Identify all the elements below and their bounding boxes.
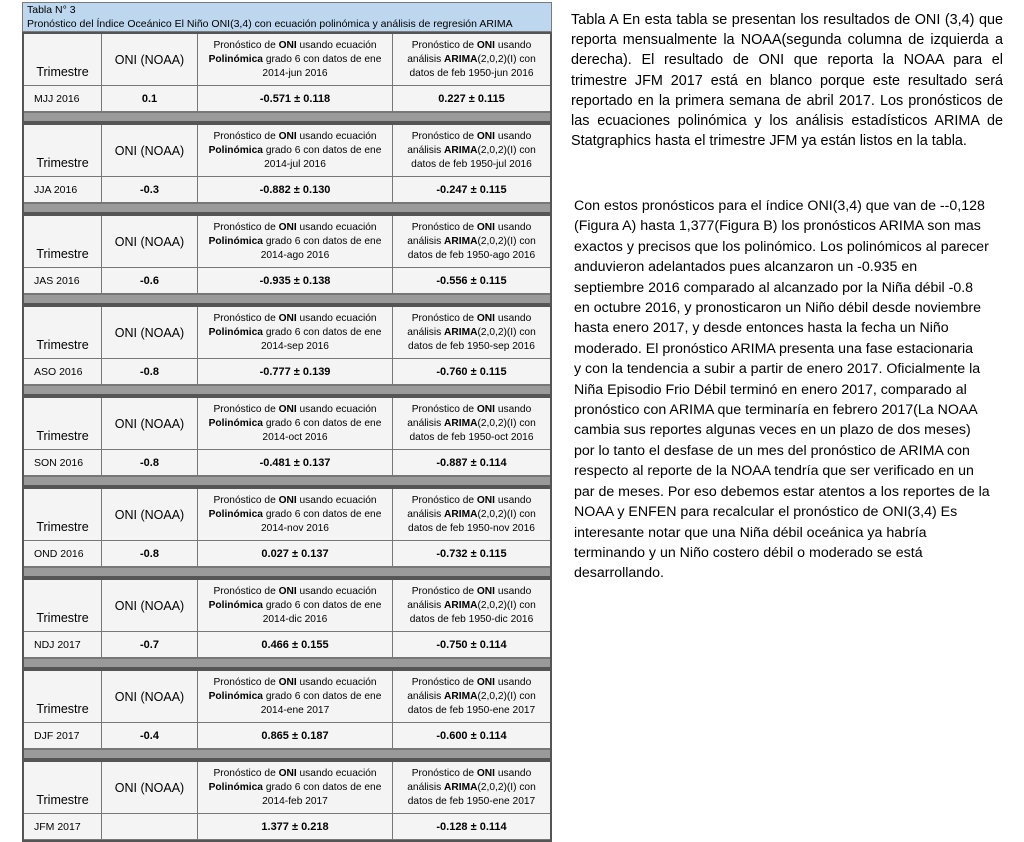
table-block bbox=[22, 305, 552, 396]
paragraph-line: NOAA y ENFEN para recalcular el pronóstico de ONI(3,4) Es bbox=[574, 504, 958, 521]
col-polynomial-forecast: Pronóstico de ONI usando ecuación Polinómica grado 6 con datos de ene 2014-jul 2016 bbox=[198, 125, 393, 176]
block-separator bbox=[24, 749, 550, 758]
cell-arima: -0.732 ± 0.115 bbox=[436, 547, 507, 560]
block-separator bbox=[24, 385, 550, 394]
cell-oni: -0.8 bbox=[102, 541, 198, 566]
table-caption: Pronóstico del Índice Oceánico El Niño ONI(3,4) con ecuación polinómica y análisis de regresión ARIMA bbox=[27, 18, 513, 30]
cell-oni: -0.6 bbox=[102, 268, 198, 293]
table-row bbox=[24, 177, 550, 203]
col-trimestre: Trimestre bbox=[24, 125, 102, 176]
table-row bbox=[24, 541, 550, 567]
col-trimestre: Trimestre bbox=[24, 671, 102, 722]
table-header-row bbox=[24, 398, 550, 450]
col-arima-forecast: Pronóstico de ONI usando análisis ARIMA(2,0,2)(I) con datos de feb 1950-ene 2017 bbox=[407, 676, 536, 716]
table-block bbox=[22, 214, 552, 305]
cell-oni: -0.7 bbox=[102, 632, 198, 657]
col-oni-noaa: ONI (NOAA) bbox=[102, 580, 198, 631]
col-trimestre: Trimestre bbox=[24, 216, 102, 267]
cell-trimestre: OND 2016 bbox=[24, 541, 102, 566]
col-polynomial-forecast: Pronóstico de ONI usando ecuación Polinómica grado 6 con datos de ene 2014-oct 2016 bbox=[198, 398, 393, 449]
col-polynomial-forecast: Pronóstico de ONI usando ecuación Polinómica grado 6 con datos de ene 2014-sep 2016 bbox=[198, 307, 393, 358]
oni-forecast-table bbox=[22, 2, 552, 842]
col-trimestre: Trimestre bbox=[24, 398, 102, 449]
table-header-row bbox=[24, 671, 550, 723]
paragraph-line: septiembre 2016 comparado al alcanzado por la Niña débil -0.8 bbox=[574, 279, 974, 296]
paragraph-line: pronóstico con ARIMA que terminaría en febrero 2017(La NOAA bbox=[574, 402, 978, 419]
col-oni-noaa: ONI (NOAA) bbox=[102, 762, 198, 813]
table-row bbox=[24, 86, 550, 112]
paragraph-line: por lo tanto el desfase de un mes del pronóstico de ARIMA con bbox=[574, 442, 970, 459]
paragraph-line: respecto al reporte de la NOAA tendría que ser verificado en un bbox=[574, 463, 974, 480]
col-oni-noaa: ONI (NOAA) bbox=[102, 489, 198, 540]
col-arima-forecast: Pronóstico de ONI usando análisis ARIMA(2,0,2)(I) con datos de feb 1950-jul 2016 bbox=[407, 130, 536, 170]
col-arima-forecast: Pronóstico de ONI usando análisis ARIMA(2,0,2)(I) con datos de feb 1950-nov 2016 bbox=[407, 494, 536, 534]
col-oni-noaa: ONI (NOAA) bbox=[102, 125, 198, 176]
cell-trimestre: NDJ 2017 bbox=[24, 632, 102, 657]
paragraph-line: hasta enero 2017, y desde entonces hasta la fecha un Niño bbox=[574, 320, 949, 337]
cell-polynomial: -0.777 ± 0.139 bbox=[198, 359, 393, 384]
table-header-row bbox=[24, 125, 550, 177]
table-block bbox=[22, 396, 552, 487]
cell-polynomial: -0.571 ± 0.118 bbox=[198, 86, 393, 111]
col-trimestre: Trimestre bbox=[24, 762, 102, 813]
paragraph-line: terminando y un Niño costero débil o moderado se está bbox=[574, 544, 923, 561]
paragraph-table-a: Tabla A En esta tabla se presentan los resultados de ONI (3,4) que reporta mensualmente la NOAA(segunda columna de izquierda a derecha). El resultado de ONI que reporta la NOAA para el trimestre JFM 2017 está en blanco porque este resultado será reportado en la primera semana de abril 2017. Los pronósticos de las ecuaciones polinómica y los análisis estadísticos ARIMA de Statgraphics hasta el trimestre JFM ya están listos en la tabla. bbox=[571, 12, 1003, 150]
table-block bbox=[22, 487, 552, 578]
col-polynomial-forecast: Pronóstico de ONI usando ecuación Polinómica grado 6 con datos de ene 2014-ene 2017 bbox=[198, 671, 393, 722]
cell-trimestre: SON 2016 bbox=[24, 450, 102, 475]
table-header-row bbox=[24, 580, 550, 632]
cell-arima: -0.760 ± 0.115 bbox=[436, 365, 507, 378]
col-polynomial-forecast: Pronóstico de ONI usando ecuación Polinómica grado 6 con datos de ene 2014-jun 2016 bbox=[198, 34, 393, 85]
table-block bbox=[22, 578, 552, 669]
cell-trimestre: JJA 2016 bbox=[24, 177, 102, 202]
table-header-row bbox=[24, 489, 550, 541]
paragraph-line: (Figura A) hasta 1,377(Figura B) los pronósticos ARIMA son mas bbox=[574, 218, 981, 235]
paragraph-line: desarrollando. bbox=[574, 565, 664, 582]
cell-trimestre: JAS 2016 bbox=[24, 268, 102, 293]
col-oni-noaa: ONI (NOAA) bbox=[102, 34, 198, 85]
table-row bbox=[24, 359, 550, 385]
cell-arima: 0.227 ± 0.115 bbox=[438, 92, 505, 105]
table-header-row bbox=[24, 34, 550, 86]
cell-trimestre: MJJ 2016 bbox=[24, 86, 102, 111]
table-row bbox=[24, 723, 550, 749]
col-trimestre: Trimestre bbox=[24, 580, 102, 631]
table-row bbox=[24, 450, 550, 476]
block-separator bbox=[24, 294, 550, 303]
cell-oni bbox=[102, 814, 198, 839]
col-oni-noaa: ONI (NOAA) bbox=[102, 671, 198, 722]
col-trimestre: Trimestre bbox=[24, 489, 102, 540]
table-header-row bbox=[24, 307, 550, 359]
block-separator bbox=[24, 112, 550, 121]
table-block bbox=[22, 669, 552, 760]
cell-polynomial: -0.882 ± 0.130 bbox=[198, 177, 393, 202]
paragraph-line: interesante notar que una Niña débil oceánica ya habría bbox=[574, 524, 927, 541]
table-row bbox=[24, 632, 550, 658]
table-header bbox=[22, 2, 552, 32]
cell-polynomial: 0.865 ± 0.187 bbox=[198, 723, 393, 748]
table-header-row bbox=[24, 762, 550, 814]
table-block bbox=[22, 760, 552, 842]
col-arima-forecast: Pronóstico de ONI usando análisis ARIMA(2,0,2)(I) con datos de feb 1950-ene 2017 bbox=[407, 767, 536, 807]
col-oni-noaa: ONI (NOAA) bbox=[102, 398, 198, 449]
block-separator bbox=[24, 567, 550, 576]
cell-polynomial: -0.481 ± 0.137 bbox=[198, 450, 393, 475]
block-separator bbox=[24, 203, 550, 212]
table-blocks bbox=[22, 32, 552, 842]
paragraph-line: cambia sus reportes algunas veces en un plazo de dos meses) bbox=[574, 422, 971, 439]
col-arima-forecast: Pronóstico de ONI usando análisis ARIMA(2,0,2)(I) con datos de feb 1950-sep 2016 bbox=[407, 312, 536, 352]
cell-polynomial: 1.377 ± 0.218 bbox=[198, 814, 393, 839]
col-arima-forecast: Pronóstico de ONI usando análisis ARIMA(2,0,2)(I) con datos de feb 1950-dic 2016 bbox=[407, 585, 536, 625]
cell-trimestre: ASO 2016 bbox=[24, 359, 102, 384]
cell-oni: -0.8 bbox=[102, 359, 198, 384]
cell-polynomial: 0.466 ± 0.155 bbox=[198, 632, 393, 657]
table-block bbox=[22, 32, 552, 123]
paragraph-line: par de meses. Por eso debemos estar atentos a los reportes de la bbox=[574, 483, 990, 500]
paragraph-line: anduvieron adelantados pues alcanzaron un -0.935 en bbox=[574, 259, 918, 276]
table-number: Tabla N° 3 bbox=[27, 4, 76, 16]
cell-arima: -0.128 ± 0.114 bbox=[436, 820, 507, 833]
cell-arima: -0.247 ± 0.115 bbox=[436, 183, 507, 196]
col-arima-forecast: Pronóstico de ONI usando análisis ARIMA(2,0,2)(I) con datos de feb 1950-jun 2016 bbox=[407, 39, 536, 79]
paragraph-analysis bbox=[574, 196, 994, 584]
paragraph-line: Con estos pronósticos para el índice ONI(3,4) que van de --0,128 bbox=[574, 198, 985, 214]
col-polynomial-forecast: Pronóstico de ONI usando ecuación Polinómica grado 6 con datos de ene 2014-dic 2016 bbox=[198, 580, 393, 631]
cell-arima: -0.887 ± 0.114 bbox=[436, 456, 507, 469]
paragraph-line: moderado. El pronóstico ARIMA presenta una fase estacionaria bbox=[574, 340, 974, 357]
cell-oni: -0.8 bbox=[102, 450, 198, 475]
cell-arima: -0.556 ± 0.115 bbox=[436, 274, 507, 287]
table-row bbox=[24, 814, 550, 840]
col-polynomial-forecast: Pronóstico de ONI usando ecuación Polinómica grado 6 con datos de ene 2014-feb 2017 bbox=[198, 762, 393, 813]
cell-oni: -0.3 bbox=[102, 177, 198, 202]
paragraph-line: en octubre 2016, y pronosticaron un Niño débil desde noviembre bbox=[574, 300, 981, 317]
table-row bbox=[24, 268, 550, 294]
paragraph-line: Niña Episodio Frio Débil terminó en enero 2017, comparado al bbox=[574, 381, 967, 398]
cell-polynomial: -0.935 ± 0.138 bbox=[198, 268, 393, 293]
cell-oni: 0.1 bbox=[102, 86, 198, 111]
cell-trimestre: DJF 2017 bbox=[24, 723, 102, 748]
block-separator bbox=[24, 658, 550, 667]
cell-oni: -0.4 bbox=[102, 723, 198, 748]
col-trimestre: Trimestre bbox=[24, 34, 102, 85]
paragraph-line: exactos y precisos que los polinómico. Los polinómicos al parecer bbox=[574, 238, 989, 255]
cell-arima: -0.750 ± 0.114 bbox=[436, 638, 507, 651]
col-polynomial-forecast: Pronóstico de ONI usando ecuación Polinómica grado 6 con datos de ene 2014-nov 2016 bbox=[198, 489, 393, 540]
cell-polynomial: 0.027 ± 0.137 bbox=[198, 541, 393, 566]
paragraph-line: y con la tendencia a subir a partir de enero 2017. Oficialmente la bbox=[574, 361, 981, 378]
col-oni-noaa: ONI (NOAA) bbox=[102, 216, 198, 267]
col-oni-noaa: ONI (NOAA) bbox=[102, 307, 198, 358]
col-polynomial-forecast: Pronóstico de ONI usando ecuación Polinómica grado 6 con datos de ene 2014-ago 2016 bbox=[198, 216, 393, 267]
col-trimestre: Trimestre bbox=[24, 307, 102, 358]
col-arima-forecast: Pronóstico de ONI usando análisis ARIMA(2,0,2)(I) con datos de feb 1950-ago 2016 bbox=[407, 221, 536, 261]
table-block bbox=[22, 123, 552, 214]
cell-arima: -0.600 ± 0.114 bbox=[436, 729, 507, 742]
col-arima-forecast: Pronóstico de ONI usando análisis ARIMA(2,0,2)(I) con datos de feb 1950-oct 2016 bbox=[407, 403, 536, 443]
table-header-row bbox=[24, 216, 550, 268]
cell-trimestre: JFM 2017 bbox=[24, 814, 102, 839]
block-separator bbox=[24, 476, 550, 485]
